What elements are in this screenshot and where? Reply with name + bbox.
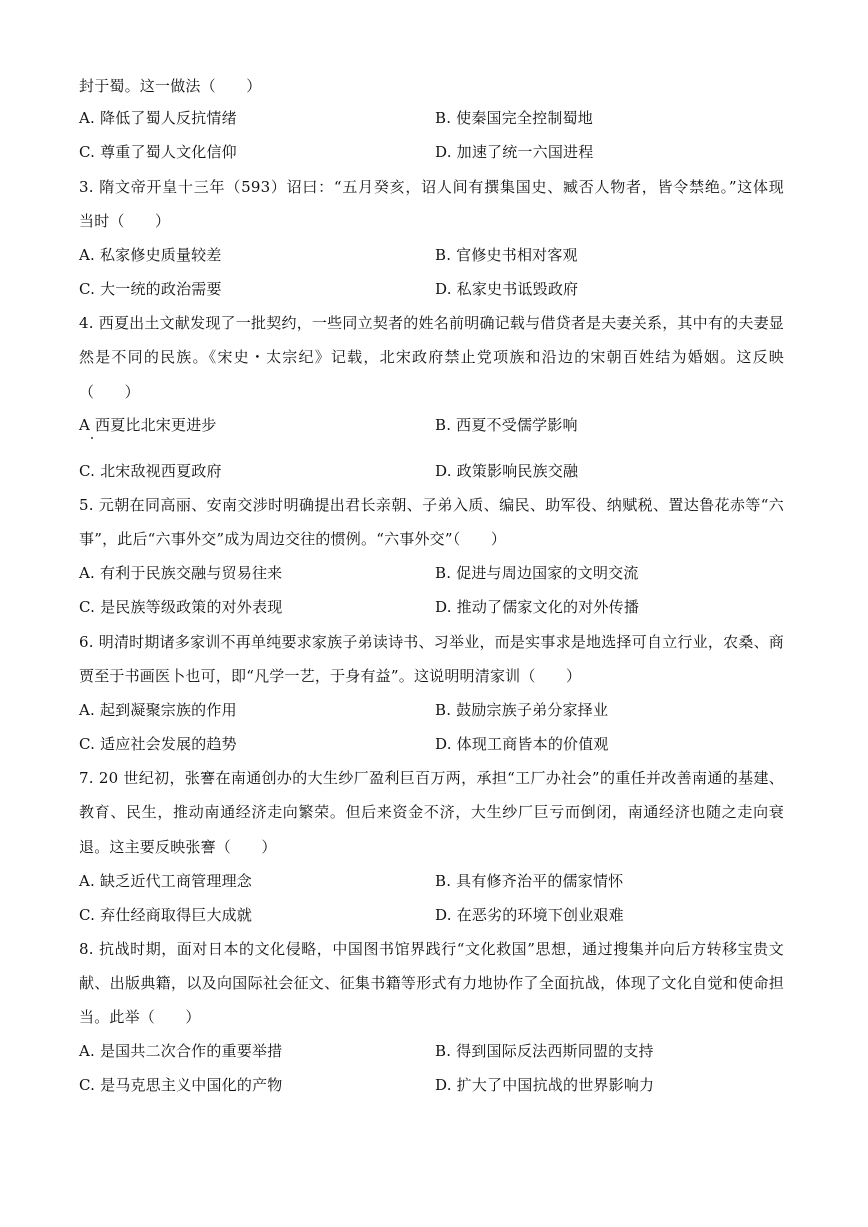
question-3-option-c: C. 大一统的政治需要 [79,280,222,298]
question-2-option-d: D. 加速了统一六国进程 [435,143,594,161]
question-8-option-b: B. 得到国际反法西斯同盟的支持 [435,1042,654,1060]
question-4-option-d: D. 政策影响民族交融 [435,462,579,480]
question-7-option-b: B. 具有修齐治平的儒家情怀 [435,872,624,890]
question-6-option-d: D. 体现工商皆本的价值观 [435,735,609,753]
question-8-option-c: C. 是马克思主义中国化的产物 [79,1076,283,1094]
question-3-option-d: D. 私家史书诋毁政府 [435,280,579,298]
question-4-stem-line-2: 然是不同的民族。《宋史・太宗纪》记载，北宋政府禁止党项族和沿边的宋朝百姓结为婚姻。这反映 [79,348,784,366]
question-4-option-a: A 西夏比北宋更进步 [79,416,217,434]
question-7-stem-line-2: 教育、民生，推动南通经济走向繁荣。但后来资金不济，大生纱厂巨亏而倒闭，南通经济也随之走向衰 [79,803,784,821]
question-7-option-a: A. 缺乏近代工商管理理念 [79,872,252,890]
question-8-stem-line-1: 8. 抗战时期，面对日本的文化侵略，中国图书馆界践行“文化救国”思想，通过搜集并向后方转移宝贵文 [79,940,784,958]
question-6-stem-line-2: 贾至于书画医卜也可，即“凡学一艺，于身有益”。这说明明清家训（ ） [79,667,582,685]
question-2-option-c: C. 尊重了蜀人文化信仰 [79,143,237,161]
question-3-stem-line-2: 当时（ ） [79,212,171,230]
question-2-option-b: B. 使秦国完全控制蜀地 [435,109,593,127]
question-6-stem-line-1: 6. 明清时期诸多家训不再单纯要求家族子弟读诗书、习举业，而是实事求是地选择可自立行业，农桑、商 [79,633,784,651]
question-7-option-d: D. 在恶劣的环境下创业艰难 [435,906,624,924]
question-6-option-b: B. 鼓励宗族子弟分家择业 [435,701,609,719]
question-2-stem-tail: 封于蜀。这一做法（ ） [79,77,262,95]
question-4-option-c: C. 北宋敌视西夏政府 [79,462,222,480]
question-6-option-a: A. 起到凝聚宗族的作用 [79,701,237,719]
question-3-stem-line-1: 3. 隋文帝开皇十三年（593）诏曰：“五月癸亥，诏人间有撰集国史、臧否人物者，皆令禁绝。”这体现 [79,178,784,196]
question-6-option-c: C. 适应社会发展的趋势 [79,735,237,753]
question-4-stem-line-1: 4. 西夏出土文献发现了一批契约，一些同立契者的姓名前明确记载与借贷者是夫妻关系，其中有的夫妻显 [79,314,784,332]
stray-dot-mark [91,437,93,439]
question-8-option-d: D. 扩大了中国抗战的世界影响力 [435,1076,655,1094]
question-5-option-d: D. 推动了儒家文化的对外传播 [435,598,640,616]
question-8-stem-line-3: 当。此举（ ） [79,1008,201,1026]
question-5-stem-line-1: 5. 元朝在同高丽、安南交涉时明确提出君长亲朝、子弟入质、编民、助军役、纳赋税、置达鲁花赤等“六 [79,496,784,514]
question-2-option-a: A. 降低了蜀人反抗情绪 [79,109,237,127]
question-4-stem-line-3: （ ） [79,383,140,401]
question-4-option-b: B. 西夏不受儒学影响 [435,416,578,434]
question-3-option-b: B. 官修史书相对客观 [435,246,578,264]
question-7-stem-line-3: 退。这主要反映张謇（ ） [79,838,277,856]
question-5-stem-line-2: 事”，此后“六事外交”成为周边交往的惯例。“六事外交”（ ） [79,530,507,548]
question-7-stem-line-1: 7. 20 世纪初，张謇在南通创办的大生纱厂盈利巨百万两，承担“工厂办社会”的重任并改善南通的基建、 [79,769,784,787]
question-5-option-a: A. 有利于民族交融与贸易往来 [79,564,283,582]
question-5-option-c: C. 是民族等级政策的对外表现 [79,598,283,616]
question-8-option-a: A. 是国共二次合作的重要举措 [79,1042,283,1060]
question-7-option-c: C. 弃仕经商取得巨大成就 [79,906,253,924]
question-8-stem-line-2: 献、出版典籍，以及向国际社会征文、征集书籍等形式有力地协作了全面抗战，体现了文化自觉和使命担 [79,974,784,992]
question-3-option-a: A. 私家修史质量较差 [79,246,222,264]
question-5-option-b: B. 促进与周边国家的文明交流 [435,564,639,582]
